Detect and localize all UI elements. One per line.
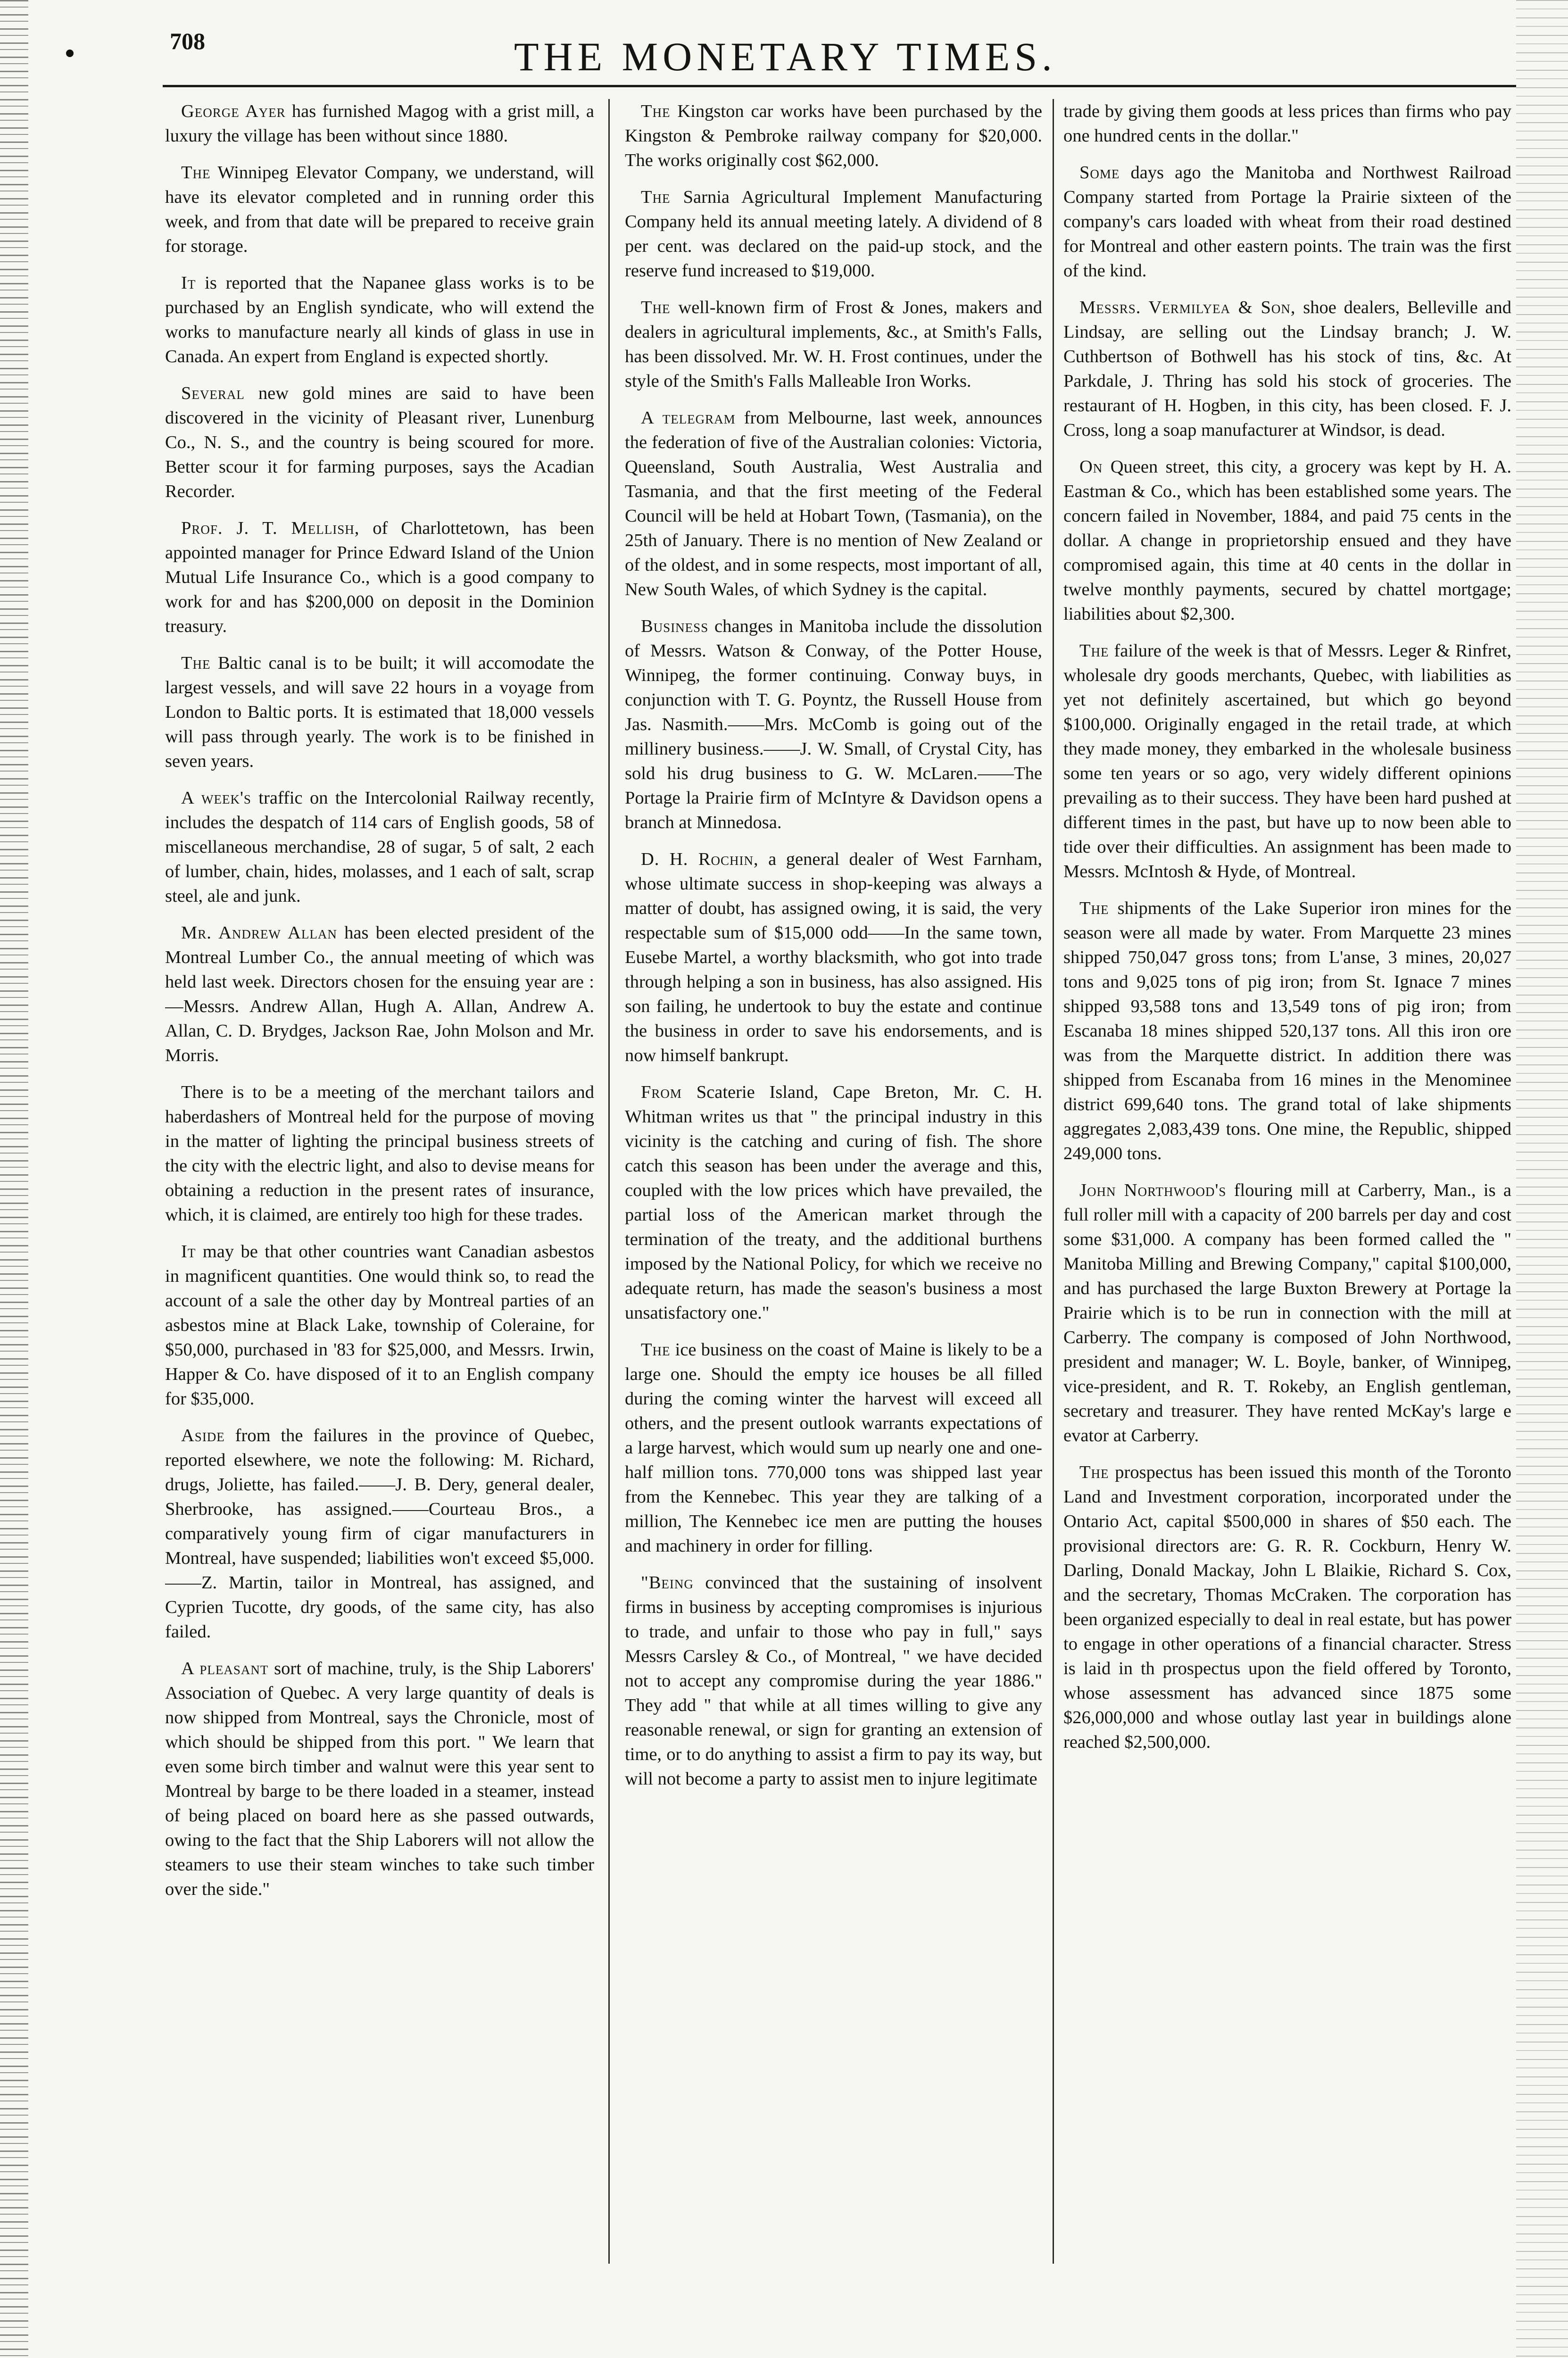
column-3 xyxy=(1063,99,1511,2264)
article-paragraph xyxy=(165,1080,594,1227)
article-paragraph xyxy=(165,99,594,148)
paragraph-text: sort of machine, truly, is the Ship Laborers' Association of Quebec. A very large quantity of deals is now shipped from Montreal, says the Chronicle, most of which should be shipped from this port. " We learn that even some birch timber and walnut were this year sent to Montreal by barge to be there loaded in a steamer, instead of being placed on board here as she passed outwards, owing to the fact that the Ship Laborers will not allow the steamers to use their steam winches to take such timber over the side." xyxy=(165,1659,594,1899)
paragraph-text: from Melbourne, last week, announces the federation of five of the Australian colonies: Victoria, Queensland, South Australia, West Australia and Tasmania, and that the first meeting of the Federal Council will be held at Hobart Town, (Tasmania), on the 25th of January. There is no mention of New Zealand or of the oldest, and in some respects, most important of all, New South Wales, of which Sydney is the capital. xyxy=(625,408,1042,599)
paragraph-text: from the failures in the province of Quebec, reported elsewhere, we note the following: M. Richard, drugs, Joliette, has failed.——J. B. Dery, general dealer, Sherbrooke, has assigned.——Courteau Bros., a comparatively young firm of cigar manufacturers in Montreal, have suspended; liabilities won't exceed $5,000.——Z. Martin, tailor in Montreal, has assigned, and Cyprien Tucotte, dry goods, of the same city, has also failed. xyxy=(165,1426,594,1642)
paragraph-text: Sarnia Agricultural Implement Manufacturing Company held its annual meeting lately. A dividend of 8 per cent. was declared on the paid-up stock, and the reserve fund increased to $19,000. xyxy=(625,187,1042,281)
paragraph-lead: John Northwood's xyxy=(1079,1180,1227,1200)
column-1 xyxy=(165,99,594,2264)
paragraph-text: shoe dealers, Belleville and Lindsay, are selling out the Lindsay branch; J. W. Cuthbertson of Bothwell has his stock of tins, &c. At Parkdale, J. Thring has sold his stock of groceries. The restaurant of H. Hogben, in this city, has been closed. F. J. Cross, long a soap manufacturer at Windsor, is dead. xyxy=(1063,298,1511,440)
paragraph-lead: A week's xyxy=(181,788,251,808)
paragraph-text: has furnished Magog with a grist mill, a luxury the village has been without since 1880. xyxy=(165,101,594,146)
paragraph-lead: Several xyxy=(181,383,245,403)
paragraph-lead: Some xyxy=(1079,163,1120,183)
paragraph-lead: Aside xyxy=(181,1426,225,1445)
paragraph-text: failure of the week is that of Messrs. Leger & Rinfret, wholesale dry goods merchants, Quebec, with liabilities as yet not definitely ascertained, but which go beyond $100,000. Originally engaged in the retail trade, at which they made money, they embarked in the wholesale business some ten years or so ago, very widely different opinions prevailing as to their success. They have been hard pushed at different times in the past, but have up to now been able to tide over their difficulties. An assignment has been made to Messrs. McIntosh & Hyde, of Montreal. xyxy=(1063,641,1511,881)
article-paragraph xyxy=(625,614,1042,835)
paragraph-lead: From xyxy=(641,1082,682,1102)
article-paragraph xyxy=(165,1656,594,1901)
article-paragraph xyxy=(625,295,1042,393)
article-paragraph xyxy=(625,185,1042,283)
column-divider-2 xyxy=(1053,99,1054,2264)
paragraph-text: well-known firm of Frost & Jones, makers and dealers in agricultural implements, &c., at Smith's Falls, has been dissolved. Mr. W. H. Frost continues, under the style of the Smith's Falls Malleable Iron Works. xyxy=(625,298,1042,391)
article-paragraph xyxy=(1063,99,1511,148)
article-paragraph xyxy=(1063,896,1511,1166)
paragraph-text: is reported that the Napanee glass works is to be purchased by an English syndicate, who will extend the works to manufacture nearly all kinds of glass in use in Canada. An expert from England is expected shortly. xyxy=(165,273,594,366)
paragraph-text: may be that other countries want Canadian asbestos in magnificent quantities. One would think so, to read the account of a sale the other day by Montreal parties of an asbestos mine at Black Lake, township of Coleraine, for $50,000, purchased in '83 for $25,000, and Messrs. Irwin, Happer & Co. have disposed of it to an English company for $35,000. xyxy=(165,1242,594,1409)
paragraph-lead: Business xyxy=(641,616,709,636)
article-paragraph xyxy=(1063,160,1511,283)
paragraph-lead: A telegram xyxy=(641,408,736,428)
paragraph-text: changes in Manitoba include the dissolution of Messrs. Watson & Conway, of the Potter House, Winnipeg, the former continuing. Conway buys, in conjunction with T. G. Poyntz, the Russell House from Jas. Nasmith.——Mrs. McComb is going out of the millinery business.——J. W. Small, of Crystal City, has sold his drug business to G. W. McLaren.——The Portage la Prairie firm of McIntyre & Davidson opens a branch at Minnedosa. xyxy=(625,616,1042,832)
paragraph-text: shipments of the Lake Superior iron mines for the season were all made by water. From Marquette 23 mines shipped 750,047 gross tons; from L'anse, 3 mines, 20,027 tons and 9,025 tons of pig iron; from St. Ignace 7 mines shipped 93,588 tons and 13,549 tons of pig iron; from Escanaba 18 mines shipped 520,137 tons. All this iron ore was from the Marquette district. In addition there was shipped from Escanaba from 16 mines in the Menominee district 699,640 tons. The grand total of lake shipments aggregates 2,083,439 tons. One mine, the Republic, shipped 249,000 tons. xyxy=(1063,898,1511,1163)
article-paragraph xyxy=(625,1337,1042,1558)
paragraph-lead: D. H. Rochin, xyxy=(641,849,759,869)
article-paragraph xyxy=(165,786,594,908)
article-paragraph xyxy=(1063,639,1511,884)
scan-binding-edge xyxy=(0,0,28,2358)
paragraph-lead: George Ayer xyxy=(181,101,286,121)
paragraph-lead: It xyxy=(181,273,196,293)
article-paragraph xyxy=(625,1570,1042,1791)
paragraph-text: Scaterie Island, Cape Breton, Mr. C. H. Whitman writes us that " the principal industry in this vicinity is the catching and curing of fish. The shore catch this season has been under the average and this, coupled with the low prices which have prevailed, the partial loss of the American market through the termination of the treaty, and the additional burthens imposed by the National Policy, for which we receive no adequate return, has made the season's business a most unsatisfactory one." xyxy=(625,1082,1042,1323)
paragraph-text: Queen street, this city, a grocery was kept by H. A. Eastman & Co., which has been established some years. The concern failed in November, 1884, and paid 75 cents in the dollar. A change in proprietorship ensued and they have compromised again, this time at 40 cents in the dollar in twelve monthly payments, secured by chattel mortgage; liabilities about $2,300. xyxy=(1063,457,1511,624)
article-paragraph xyxy=(1063,1178,1511,1448)
scan-right-edge xyxy=(1516,0,1568,2358)
page-number: 708 xyxy=(170,28,205,54)
article-paragraph xyxy=(165,651,594,773)
paragraph-text: Kingston car works have been purchased by the Kingston & Pembroke railway company for $20,000. The works originally cost $62,000. xyxy=(625,101,1042,170)
paragraph-text: flouring mill at Carberry, Man., is a full roller mill with a capacity of 200 barrels per day and cost some $31,000. A company has been formed called the " Manitoba Milling and Brewing Company," capital $100,000, and has purchased the large Buxton Brewery at Portage la Prairie which is to be run in connection with the mill at Carberry. The company is composed of John Northwood, president and manager; W. L. Boyle, banker, of Winnipeg, vice-president, and R. T. Rokeby, an English gentleman, secretary and treasurer. They have rented McKay's large e evator at Carberry. xyxy=(1063,1180,1511,1445)
column-divider-1 xyxy=(608,99,610,2264)
paragraph-lead: The xyxy=(641,101,671,121)
article-paragraph xyxy=(625,406,1042,602)
paragraph-text: ice business on the coast of Maine is likely to be a large one. Should the empty ice houses be all filled during the coming winter the harvest will exceed all others, and the present outlook warrants expectations of a large harvest, which would sum up nearly one and one-half million tons. 770,000 tons was shipped last year from the Kennebec. This year they are talking of a million, The Kennebec ice men are putting the houses and machinery in order for filling. xyxy=(625,1340,1042,1556)
masthead-title: THE MONETARY TIMES. xyxy=(514,34,1057,79)
paragraph-text: new gold mines are said to have been discovered in the vicinity of Pleasant river, Lunenburg Co., N. S., and the country is being scoured for more. Better scour it for farming purposes, says the Acadian Recorder. xyxy=(165,383,594,501)
paragraph-text: has been elected president of the Montreal Lumber Co., the annual meeting of which was held last week. Directors chosen for the ensuing year are :—Messrs. Andrew Allan, Hugh A. Allan, Andrew A. Allan, C. D. Brydges, Jackson Rae, John Molson and Mr. Morris. xyxy=(165,923,594,1065)
article-paragraph xyxy=(165,381,594,504)
paragraph-lead: The xyxy=(641,1340,671,1360)
paragraph-text: There is to be a meeting of the merchant tailors and haberdashers of Montreal held for the purpose of moving in the matter of lighting the principal business streets of the city with the electric light, and also to devise means for obtaining a reduction in the present rates of insurance, which, it is claimed, are entirely too high for these trades. xyxy=(165,1082,594,1225)
paragraph-text: of Charlottetown, has been appointed manager for Prince Edward Island of the Union Mutual Life Insurance Co., which is a good company to work for and has $200,000 on deposit in the Dominion treasury. xyxy=(165,518,594,636)
article-paragraph xyxy=(165,921,594,1068)
article-paragraph xyxy=(625,847,1042,1068)
paragraph-lead: Prof. J. T. Mellish, xyxy=(181,518,360,538)
article-paragraph xyxy=(625,99,1042,173)
paragraph-text: Baltic canal is to be built; it will accomodate the largest vessels, and will save 22 hours in a voyage from London to Baltic ports. It is estimated that 18,000 vessels will pass through yearly. The work is to be finished in seven years. xyxy=(165,653,594,771)
paragraph-lead: The xyxy=(1079,898,1109,918)
article-paragraph xyxy=(625,1080,1042,1325)
article-paragraph xyxy=(165,1423,594,1644)
paragraph-lead: A pleasant xyxy=(181,1659,269,1678)
paragraph-text: Winnipeg Elevator Company, we understand, will have its elevator completed and in running order this week, and from that date will be prepared to receive grain for storage. xyxy=(165,163,594,256)
paragraph-lead: The xyxy=(641,298,671,317)
article-paragraph xyxy=(1063,295,1511,442)
paragraph-lead: The xyxy=(641,187,671,207)
paragraph-text: convinced that the sustaining of insolvent firms in business by accepting compromises is injurious to trade, and unfair to those who pay in full," says Messrs Carsley & Co., of Montreal, " we have decided not to accept any compromise during the year 1886." They add " that while at all times willing to give any reasonable renewal, or sign for granting an extension of time, or to do anything to assist a firm to pay its way, but will not become a party to assist men to injure legitimate xyxy=(625,1573,1042,1789)
article-paragraph xyxy=(165,271,594,369)
paragraph-text: trade by giving them goods at less prices than firms who pay one hundred cents in the dollar." xyxy=(1063,101,1511,146)
paragraph-lead: The xyxy=(181,163,211,183)
paragraph-lead: Mr. Andrew Allan xyxy=(181,923,337,943)
paragraph-lead: The xyxy=(181,653,211,673)
paragraph-lead: Messrs. Vermilyea & Son, xyxy=(1079,298,1296,317)
header-rule xyxy=(163,85,1516,87)
article-paragraph xyxy=(1063,1460,1511,1754)
column-2 xyxy=(625,99,1042,2264)
paragraph-lead: It xyxy=(181,1242,196,1262)
paragraph-text: days ago the Manitoba and Northwest Railroad Company started from Portage la Prairie sixteen of the company's cars loaded with wheat from their road destined for Montreal and other eastern points. The train was the first of the kind. xyxy=(1063,163,1511,281)
paragraph-lead: "Being xyxy=(641,1573,694,1593)
paragraph-text: prospectus has been issued this month of the Toronto Land and Investment corporation, incorporated under the Ontario Act, capital $500,000 in shares of $50 each. The provisional directors are: G. R. R. Cockburn, Henry W. Darling, Donald Mackay, John L Blaikie, Richard S. Cox, and the secretary, Thomas McCraken. The corporation has been organized especially to deal in real estate, but has power to engage in other operations of a financial character. Stress is laid in th prospectus upon the field offered by Toronto, whose assessment has advanced since 1875 some $26,000,000 and whose outlay last year in buildings alone reached $2,500,000. xyxy=(1063,1462,1511,1752)
article-paragraph xyxy=(165,516,594,639)
paragraph-text: a general dealer of West Farnham, whose ultimate success in shop-keeping was always a matter of doubt, has assigned owing, it is said, the very respectable sum of $15,000 odd——In the same town, Eusebe Martel, a worthy blacksmith, who got into trade through helping a son in business, has also assigned. His son failing, he undertook to buy the estate and continue the business in order to save his endorsements, and is now himself bankrupt. xyxy=(625,849,1042,1065)
article-paragraph xyxy=(1063,455,1511,626)
article-paragraph xyxy=(165,1239,594,1411)
paragraph-lead: On xyxy=(1079,457,1103,477)
paragraph-text: traffic on the Intercolonial Railway recently, includes the despatch of 114 cars of English goods, 58 of miscellaneous merchandise, 28 of sugar, 5 of salt, 2 each of lumber, chain, hides, molasses, and 1 each of salt, scrap steel, ale and junk. xyxy=(165,788,594,906)
paragraph-lead: The xyxy=(1079,641,1109,661)
paragraph-lead: The xyxy=(1079,1462,1109,1482)
margin-mark xyxy=(66,50,74,57)
article-paragraph xyxy=(165,160,594,258)
